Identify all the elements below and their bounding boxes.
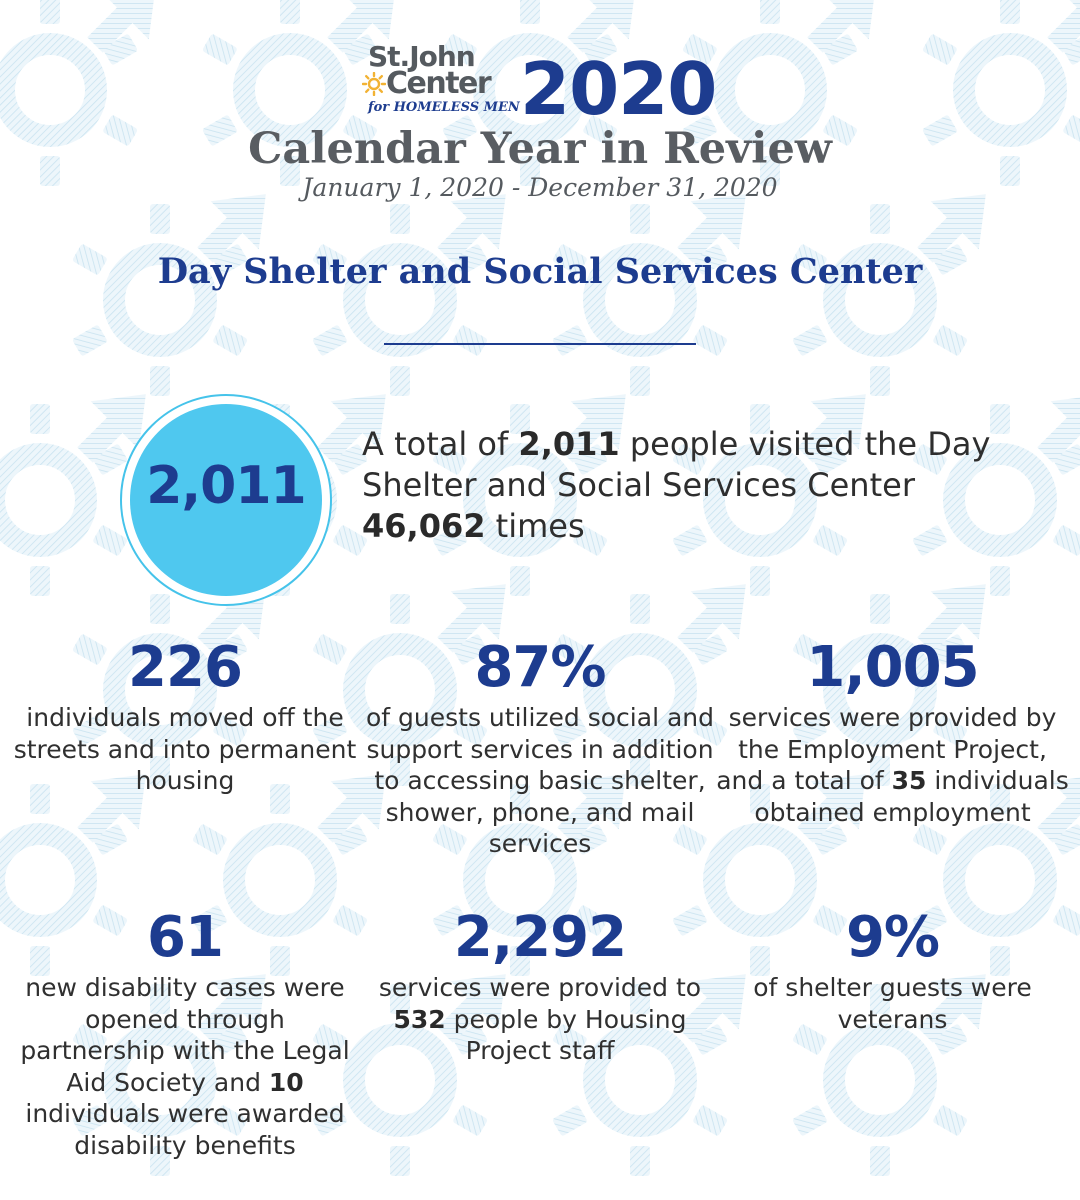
stat-value: 87% bbox=[474, 635, 606, 700]
highlight-circle bbox=[130, 404, 322, 596]
stat-description bbox=[10, 972, 360, 1161]
stat-value: 1,005 bbox=[806, 635, 979, 700]
stat-housing bbox=[10, 636, 360, 797]
logo-line-1: St.John bbox=[368, 40, 475, 73]
stat-text: of guests utilized social and support services in addition to accessing basic shelter, shower, phone, and mail services bbox=[366, 703, 714, 858]
section-title: Day Shelter and Social Services Center bbox=[157, 251, 923, 292]
highlight-text-before: A total of bbox=[362, 425, 519, 463]
stat-text: of shelter guests were veterans bbox=[753, 973, 1032, 1034]
stat-text: individuals moved off the streets and into permanent housing bbox=[13, 703, 357, 795]
page-subtitle: Calendar Year in Review bbox=[248, 124, 832, 174]
stat-text: services were provided by the Employment Project, and a total of bbox=[716, 703, 1057, 795]
stat-value: 61 bbox=[147, 905, 223, 970]
sun-icon bbox=[362, 72, 386, 96]
stat-text-after: individuals obtained employment bbox=[754, 766, 1069, 827]
stat-text: new disability cases were opened through partnership with the Legal Aid Society and bbox=[20, 973, 350, 1097]
highlight-text bbox=[362, 424, 1022, 547]
stat-text-after: individuals were awarded disability benefits bbox=[25, 1099, 345, 1160]
highlight-bold-visitors: 2,011 bbox=[518, 425, 620, 463]
stat-description bbox=[365, 972, 715, 1067]
highlight-text-middle: people visited the Day Shelter and Social Services Center bbox=[362, 425, 991, 504]
stat-housing-project bbox=[365, 906, 715, 1067]
stat-employment bbox=[715, 636, 1070, 828]
stat-value: 2,292 bbox=[453, 905, 627, 970]
stat-bold: 10 bbox=[268, 1067, 304, 1097]
stat-description bbox=[10, 702, 360, 797]
stat-bold: 532 bbox=[393, 1004, 446, 1034]
stat-support-services bbox=[365, 636, 715, 860]
highlight-value: 2,011 bbox=[146, 456, 306, 516]
stat-value: 226 bbox=[128, 635, 242, 700]
highlight-text-after: times bbox=[485, 507, 585, 545]
stat-description bbox=[715, 972, 1070, 1035]
logo-line-2: Center bbox=[386, 66, 491, 101]
stat-description bbox=[715, 702, 1070, 828]
stat-text-after: people by Housing Project staff bbox=[445, 1004, 687, 1065]
stat-bold: 35 bbox=[891, 766, 927, 795]
logo bbox=[362, 40, 520, 120]
year-title: 2020 bbox=[520, 47, 717, 131]
stat-description bbox=[365, 702, 715, 860]
stat-veterans bbox=[715, 906, 1070, 1035]
highlight-bold-visits: 46,062 bbox=[362, 507, 486, 545]
logo-line-3: for HOMELESS MEN bbox=[368, 100, 520, 115]
stat-disability bbox=[10, 906, 360, 1161]
divider bbox=[384, 343, 696, 345]
stat-value: 9% bbox=[845, 905, 940, 970]
stat-text: services were provided to bbox=[378, 973, 702, 1002]
date-range: January 1, 2020 - December 31, 2020 bbox=[302, 173, 778, 202]
